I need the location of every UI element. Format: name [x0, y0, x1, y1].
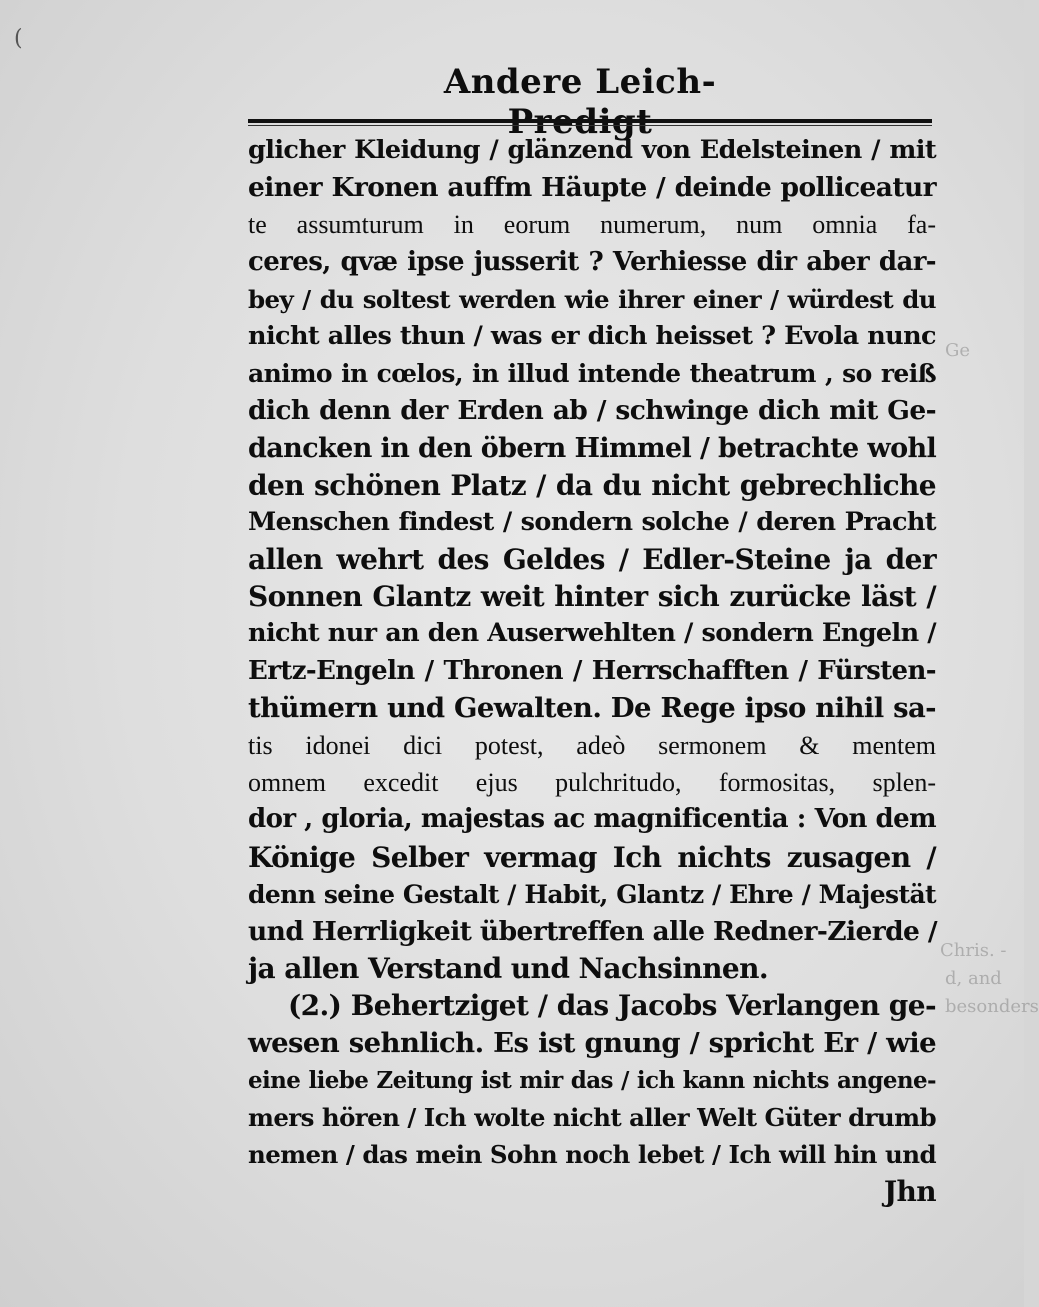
text-line: bey / du soltest werden wie ihrer einer / würdest du: [248, 284, 936, 314]
bleed-through-text: Chris. -: [940, 940, 1007, 961]
text-line: nicht alles thun / was er dich heisset ? Evola nunc: [248, 320, 936, 351]
text-line: omnem excedit ejus pulchritudo, formositas, splen-: [248, 768, 936, 798]
text-line: und Herrligkeit übertreffen alle Redner-Zierde /: [248, 915, 937, 947]
page-edge-mark: (: [14, 26, 23, 51]
text-line: wesen sehnlich. Es ist gnung / spricht Er / wie: [248, 1026, 936, 1059]
text-line: tis idonei dici potest, adeò sermonem & mentem: [248, 731, 936, 760]
header-rule-thin: [248, 125, 932, 126]
text-line: Könige Selber vermag Ich nichts zusagen /: [248, 840, 936, 874]
text-line: (2.) Behertziget / das Jacobs Verlangen ge-: [288, 989, 936, 1023]
text-line: Menschen findest / sondern solche / deren Pracht: [248, 506, 936, 537]
bleed-through-text: d, and: [945, 968, 1002, 989]
text-line: allen wehrt des Geldes / Edler-Steine ja der: [248, 543, 936, 577]
text-line: dor , gloria, majestas ac magnificentia : Von dem: [248, 804, 936, 835]
bleed-through-text: besonders: [945, 996, 1039, 1017]
text-line: nemen / das mein Sohn noch lebet / Ich will hin und: [248, 1140, 936, 1170]
text-line: glicher Kleidung / glänzend von Edelsteinen / mit: [248, 135, 936, 165]
text-line: Sonnen Glantz weit hinter sich zurücke läst /: [248, 580, 936, 614]
running-header: Andere Leich-Predigt: [443, 62, 717, 142]
text-line: einer Kronen auffm Häupte / deinde polliceatur: [248, 172, 936, 204]
page-text: [248, 132, 936, 1210]
text-line: dancken in den öbern Himmel / betrachte wohl: [248, 432, 937, 464]
text-line: Ertz-Engeln / Thronen / Herrschafften / Fürsten-: [248, 655, 936, 686]
catchword: Jhn: [883, 1175, 936, 1209]
text-line: dich denn der Erden ab / schwinge dich mit Ge-: [248, 395, 936, 427]
text-line: mers hören / Ich wolte nicht aller Welt Güter drumb: [248, 1102, 936, 1132]
header-rule: [248, 119, 932, 123]
text-line: eine liebe Zeitung ist mir das / ich kann nichts angene-: [248, 1066, 936, 1094]
text-line: ceres, qvæ ipse jusserit ? Verhiesse dir aber dar-: [248, 246, 936, 277]
text-line: thümern und Gewalten. De Rege ipso nihil sa-: [248, 691, 936, 724]
text-line: animo in cœlos, in illud intende theatrum , so reiß: [248, 359, 936, 389]
text-line: den schönen Platz / da du nicht gebrechliche: [248, 468, 936, 502]
text-line: denn seine Gestalt / Habit, Glantz / Ehre / Majestät: [248, 879, 936, 909]
text-line: te assumturum in eorum numerum, num omnia fa-: [248, 210, 936, 240]
bleed-through-text: Ge: [945, 340, 971, 361]
text-line: ja allen Verstand und Nachsinnen.: [248, 952, 769, 986]
text-line: nicht nur an den Auserwehlten / sondern Engeln /: [248, 618, 936, 649]
